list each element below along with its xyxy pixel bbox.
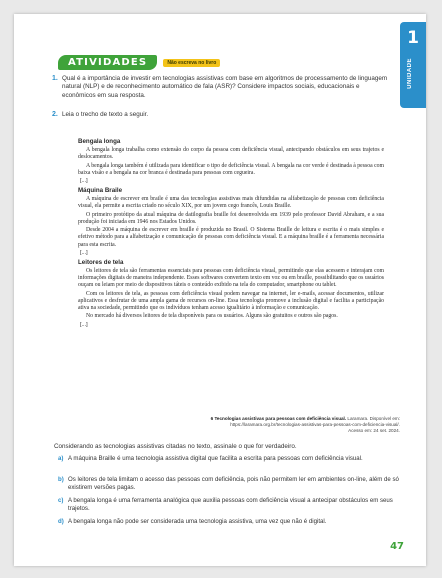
paragraph: A máquina de escrever em braile é uma das tecnologias assistivas mais difundidas na alfabetização de pessoas com deficiência visual, ela permite a escrita criado no século XIX, por um jovem cego francês, Louis Braille. [78, 195, 384, 210]
paragraph: Com os leitores de tela, as pessoas com deficiência visual podem navegar na internet, ler e-mails, acessar documentos, utilizar aplicativos e desfrutar de uma ampla gama de recursos on-line. Essa tecnologia promove a inclusão digital e facilita a participação ativa na sociedade, permitindo que os indivíduos tenham acesso igualitário à informação e comunicação. [78, 290, 384, 311]
section-title: Leitores de tela [78, 258, 124, 266]
question-2 [52, 111, 392, 119]
source-citation [164, 416, 400, 434]
paragraph: Desde 2004 a máquina de escrever em braille é produzida no Brasil. O Sistema Braille de leitura e escrita é o mais simples e efetivo método para a alfabetização e comunicação de pessoas com deficiência visual. E a máquina braille é a ferramenta necessária para esta escrita. [78, 227, 384, 248]
section-title: Bengala longa [78, 138, 121, 145]
option-a [58, 455, 404, 463]
question-number: 2. [52, 111, 58, 118]
do-not-write-badge: Não escreva no livro [163, 59, 220, 67]
text-excerpt [78, 138, 384, 330]
paragraph: O primeiro protótipo da atual máquina de datilografia braille foi desenvolvida em 1939 pelo professor David Abraham, e a sua produção foi iniciada em 1946 nos Estados Unidos. [78, 211, 384, 225]
source-access-date: Acesso em: 24 set. 2024. [348, 428, 400, 433]
ellipsis: [...] [80, 321, 88, 328]
ellipsis: [...] [80, 250, 88, 257]
source-publisher: Laramara. Disponível em: [347, 416, 400, 421]
question-text: Qual é a importância de investir em tecnologias assistivas com base em algoritmos de processamento de linguagem natural (NLP) e de reconhecimento automático de fala (ASR)? Considere impactos sociais, educacionais e econômicos em sua resposta. [62, 75, 388, 99]
option-text: A máquina Braille é uma tecnologia assistiva digital que facilita a escrita para pessoas com deficiência visual. [68, 455, 363, 462]
unit-number: 1 [407, 28, 419, 48]
option-text: A bengala longa é uma ferramenta analógica que auxilia pessoas com deficiência visual a antecipar obstáculos em seus trajetos. [68, 497, 393, 513]
paragraph: Os leitores de tela são ferramentas essenciais para pessoas com deficiência visual, permitindo que elas acessem e interajam com informações digitais de maneira independente. Esses softwares convertem texto em voz ou em braille, possibilitando que os usuários ouçam ou leiam por meio de dispositivos táteis o conteúdo exibido na tela do computador, smartphone ou tablet. [78, 267, 384, 288]
option-c [58, 497, 404, 513]
options-intro: Considerando as tecnologias assistivas citadas no texto, assinale o que for verdadeiro. [54, 443, 297, 450]
option-letter: d) [58, 518, 64, 525]
paragraph: A bengala longa também é utilizada para identificar o tipo de deficiência visual. A bengala na cor verde é destinada à pessoa com baixa visão e a bengala na cor branca é destinada para pessoas com cegueira. [78, 162, 384, 176]
unit-tab [400, 22, 426, 108]
source-url[interactable]: https://laramara.org.br/tecnologias-assistivas-para-pessoas-com-deficiencia-visual/. [230, 422, 400, 427]
paragraph: No mercado há diversos leitores de tela disponíveis para os usuários. Alguns são gratuitos e outros são pagos. [86, 313, 338, 320]
section-title: Máquina Braile [78, 186, 123, 194]
option-letter: b) [58, 476, 64, 483]
option-letter: c) [58, 497, 64, 504]
option-text: Os leitores de tela limitam o acesso das pessoas com deficiência, pois não permitem ler em ambientes on-line, além de só existirem versões pagas. [68, 476, 399, 492]
unit-label: UNIDADE [407, 58, 413, 89]
activities-header [58, 55, 220, 70]
question-1 [52, 75, 392, 100]
option-d [58, 518, 404, 526]
page-number: 47 [390, 541, 404, 552]
option-b [58, 476, 404, 492]
textbook-page [14, 14, 426, 566]
ellipsis: [...] [80, 178, 88, 185]
source-title: 6 Tecnologias assistivas para pessoas com deficiência visual. [210, 416, 347, 421]
question-text: Leia o trecho de texto a seguir. [62, 111, 149, 118]
paragraph: A bengala longa trabalha como extensão do corpo da pessoa com deficiência visual, antecipando obstáculos em seus trajetos e deslocamentos. [78, 147, 384, 161]
option-letter: a) [58, 455, 64, 462]
option-text: A bengala longa não pode ser considerada uma tecnologia assistiva, uma vez que não é digital. [68, 518, 327, 525]
question-number: 1. [52, 75, 58, 82]
activities-title: ATIVIDADES [58, 55, 157, 70]
